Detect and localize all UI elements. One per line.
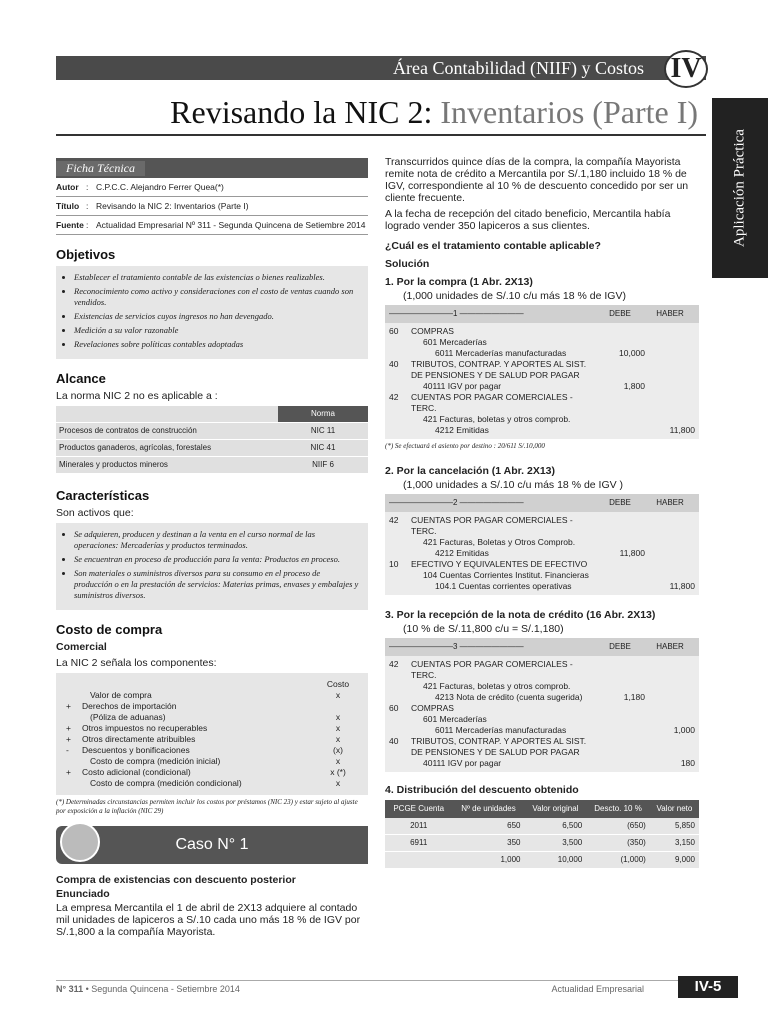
- account-code: [389, 537, 411, 548]
- debe-header: DEBE: [609, 642, 631, 651]
- haber-value: [645, 692, 695, 703]
- costo-row: [66, 745, 358, 756]
- account-text: 421 Facturas, boletas y otros comprob.: [423, 681, 571, 691]
- dist-cell: 1,000: [452, 852, 524, 869]
- costo-value: x: [335, 756, 341, 766]
- footer-period: Segunda Quincena - Setiembre 2014: [91, 984, 240, 994]
- account-text: EFECTIVO Y EQUIVALENTES DE EFECTIVO: [411, 559, 588, 569]
- page-number: IV-5: [678, 976, 738, 998]
- costo-row: [66, 734, 358, 745]
- debe-value: [595, 570, 645, 581]
- dist-cell: (650): [586, 818, 650, 835]
- haber-value: [645, 703, 695, 714]
- journal-header: [385, 305, 699, 323]
- ficha-heading-label: Ficha Técnica: [56, 161, 145, 176]
- debe-value: [595, 758, 645, 769]
- costo-heading: Costo de compra: [56, 622, 163, 637]
- debe-value: [595, 359, 645, 381]
- ficha-heading: [56, 158, 368, 178]
- paragraph-2: A la fecha de recepción del citado beneficio, Mercantila había logrado vender 350 lapiceros a sus clientes.: [385, 208, 671, 232]
- journal-line: [389, 537, 695, 548]
- haber-value: 1,000: [673, 725, 695, 735]
- costo-label: Valor de compra: [90, 690, 152, 700]
- debe-value: [595, 392, 645, 414]
- costo-sign: [66, 756, 82, 767]
- costo-value: x: [335, 723, 341, 733]
- alcance-item: Productos ganaderos, agrícolas, forestales: [56, 440, 278, 457]
- haber-value: [645, 392, 695, 414]
- paragraph-1: Transcurridos quince días de la compra, la compañía Mayorista remite nota de crédito a Mercantila por S/.1,180 incluido 18 % de IGV, correspondiente al 10 % de descuento concedido por ser un cliente frecuente.: [385, 156, 689, 204]
- dist-cell: (350): [586, 835, 650, 852]
- chapter-badge: IV: [664, 50, 708, 88]
- title-rule: [56, 134, 706, 136]
- debe-value: [595, 425, 645, 436]
- area-title: Área Contabilidad (NIIF) y Costos: [393, 58, 644, 78]
- costo-row: [66, 690, 358, 701]
- haber-value: [645, 559, 695, 570]
- haber-value: 11,800: [669, 581, 695, 591]
- haber-value: [645, 359, 695, 381]
- haber-value: [645, 736, 695, 758]
- dist-cell: 6911: [385, 835, 452, 852]
- alcance-row: [56, 423, 368, 440]
- account-code: [389, 570, 411, 581]
- journal-line: [389, 559, 695, 570]
- haber-value: [645, 348, 695, 359]
- costo-col-header: Costo: [326, 679, 350, 689]
- debe-value: [595, 337, 645, 348]
- account-text: 421 Facturas, boletas y otros comprob.: [423, 414, 571, 424]
- journal-sections: [385, 276, 699, 772]
- journal-header: [385, 494, 699, 512]
- journal-line: [389, 725, 695, 736]
- objetivos-list: [56, 266, 368, 359]
- journal-table: [385, 305, 699, 439]
- haber-header: HABER: [656, 642, 684, 651]
- account-text: 6011 Mercaderías manufacturadas: [435, 348, 567, 358]
- ficha-row: [56, 216, 368, 235]
- account-text: 40111 IGV por pagar: [423, 758, 502, 768]
- costo-sign: +: [66, 767, 71, 777]
- ficha-colon: :: [86, 201, 89, 211]
- title-sub: Inventarios (Parte I): [440, 94, 698, 130]
- footer: N° 311 • Segunda Quincena - Setiembre 2014 Actualidad Empresarial: [56, 980, 706, 996]
- debe-value: [595, 725, 645, 736]
- costo-sign: [66, 712, 82, 723]
- costo-subheading: Comercial: [56, 641, 107, 653]
- journal-line: [389, 736, 695, 758]
- objetivos-heading: Objetivos: [56, 247, 116, 262]
- account-code: [389, 758, 411, 769]
- account-code: 42: [389, 392, 399, 402]
- journal-line: [389, 758, 695, 769]
- entry-marker: ————————1 ————————: [389, 309, 524, 318]
- costo-value: x: [335, 778, 341, 788]
- side-tab: [712, 98, 768, 278]
- costo-sign: +: [66, 734, 71, 744]
- costo-row: [66, 712, 358, 723]
- alcance-norma: NIIF 6: [278, 457, 368, 474]
- caracteristicas-text: Son activos que:: [56, 507, 134, 519]
- debe-value: [595, 736, 645, 758]
- solucion-label: Solución: [385, 258, 430, 270]
- footer-issue: N° 311: [56, 984, 84, 994]
- account-code: [389, 681, 411, 692]
- journal-section: [385, 609, 699, 772]
- ficha-row: [56, 178, 368, 197]
- account-code: 60: [389, 703, 399, 713]
- debe-value: 11,800: [619, 548, 645, 558]
- haber-value: [645, 570, 695, 581]
- caracteristica-item: • Se adquieren, producen y destinan a la venta en el curso normal de las operaciones: Mercaderías y productos terminados.: [74, 529, 360, 551]
- caso-image: [60, 822, 100, 862]
- section-title: 1. Por la compra (1 Abr. 2X13): [385, 276, 533, 288]
- debe-value: 1,800: [623, 381, 645, 391]
- costo-row: [66, 756, 358, 767]
- dist-cell: 10,000: [525, 852, 587, 869]
- entry-marker: ————————2 ————————: [389, 498, 524, 507]
- dist-table: [385, 800, 699, 869]
- right-column: [385, 156, 699, 869]
- haber-header: HABER: [656, 309, 684, 318]
- account-code: [389, 414, 411, 425]
- costo-label: Costo de compra (medición condicional): [90, 778, 242, 788]
- costo-row: [66, 723, 358, 734]
- account-text: 4213 Nota de crédito (cuenta sugerida): [435, 692, 583, 702]
- debe-value: 10,000: [619, 348, 645, 358]
- dist-cell: [385, 852, 452, 869]
- objetivo-item: • Revelaciones sobre políticas contables adoptadas: [74, 339, 360, 350]
- section-subtitle: (1,000 unidades de S/.10 c/u más 18 % de IGV): [403, 290, 626, 302]
- caso-enunciado: Enunciado: [56, 888, 110, 900]
- debe-value: [595, 703, 645, 714]
- haber-value: [645, 659, 695, 681]
- dist-header: Descto. 10 %: [586, 800, 650, 818]
- journal-line: [389, 515, 695, 537]
- account-code: 40: [389, 736, 399, 746]
- dist-row: [385, 818, 699, 835]
- account-text: 40111 IGV por pagar: [423, 381, 502, 391]
- journal-line: [389, 425, 695, 436]
- account-code: 40: [389, 359, 399, 369]
- debe-value: [595, 414, 645, 425]
- haber-value: 11,800: [669, 425, 695, 435]
- journal-line: [389, 326, 695, 337]
- debe-header: DEBE: [609, 498, 631, 507]
- haber-value: [645, 381, 695, 392]
- costo-label: Derechos de importación: [82, 701, 177, 711]
- entry-marker: ————————3 ————————: [389, 642, 524, 651]
- alcance-item: Minerales y productos mineros: [56, 457, 278, 474]
- objetivo-item: • Reconocimiento como activo y consideraciones con el costo de ventas cuando son vendidos.: [74, 286, 360, 308]
- debe-value: 1,180: [623, 692, 645, 702]
- dist-header: Nº de unidades: [452, 800, 524, 818]
- ficha-key: Fuente: [56, 220, 84, 230]
- caso-label: Caso N° 1: [175, 836, 249, 853]
- journal-line: [389, 714, 695, 725]
- ficha-key: Autor: [56, 182, 79, 192]
- journal-line: [389, 337, 695, 348]
- alcance-item: Procesos de contratos de construcción: [56, 423, 278, 440]
- objetivo-item: • Medición a su valor razonable: [74, 325, 360, 336]
- costo-label: Costo adicional (condicional): [82, 767, 191, 777]
- left-column: [56, 158, 368, 938]
- account-text: TRIBUTOS, CONTRAP. Y APORTES AL SIST. DE PENSIONES Y DE SALUD POR PAGAR: [411, 359, 587, 380]
- costo-value: [318, 701, 358, 712]
- costo-value: x: [335, 690, 341, 700]
- dist-cell: 350: [452, 835, 524, 852]
- ficha-row: [56, 197, 368, 216]
- journal-line: [389, 581, 695, 592]
- dist-cell: 3,500: [525, 835, 587, 852]
- costo-label: Otros directamente atribuibles: [82, 734, 196, 744]
- journal-line: [389, 681, 695, 692]
- debe-value: [595, 515, 645, 537]
- dist-header: Valor original: [525, 800, 587, 818]
- journal-line: [389, 703, 695, 714]
- title-main: Revisando la NIC 2:: [170, 94, 433, 130]
- ficha-colon: :: [86, 220, 89, 230]
- account-text: 601 Mercaderías: [423, 714, 487, 724]
- journal-line: [389, 381, 695, 392]
- account-code: [389, 692, 411, 703]
- caso-banner: [56, 826, 368, 864]
- costo-table: [56, 673, 368, 795]
- account-code: [389, 337, 411, 348]
- account-code: [389, 381, 411, 392]
- journal-note: (*) Se efectuará el asiento por destino : 20/611 S/.10,000: [385, 442, 545, 450]
- side-tab-label: Aplicación Práctica: [731, 129, 748, 247]
- dist-cell: 2011: [385, 818, 452, 835]
- journal-line: [389, 659, 695, 681]
- costo-row: [66, 767, 358, 778]
- caso-text: La empresa Mercantila el 1 de abril de 2X13 adquiere al contado mil unidades de lapiceros a S/.10 cada uno más 18 % de IGV por S/.1,800 a la compañía Mayorista.: [56, 902, 361, 938]
- journal-line: [389, 392, 695, 414]
- haber-value: 180: [680, 758, 695, 768]
- haber-value: [645, 548, 695, 559]
- debe-value: [595, 537, 645, 548]
- dist-header: Valor neto: [650, 800, 699, 818]
- article-title: [56, 94, 698, 131]
- caracteristicas-list: [56, 523, 368, 610]
- section-subtitle: (10 % de S/.11,800 c/u = S/.1,180): [403, 623, 564, 635]
- section-title: 3. Por la recepción de la nota de crédito (16 Abr. 2X13): [385, 609, 656, 621]
- journal-body: [385, 512, 699, 595]
- dist-title: 4. Distribución del descuento obtenido: [385, 784, 579, 796]
- account-text: 421 Facturas, Boletas y Otros Comprob.: [423, 537, 576, 547]
- alcance-heading: Alcance: [56, 371, 106, 386]
- caracteristicas-heading: Características: [56, 488, 150, 503]
- dist-cell: 9,000: [650, 852, 699, 869]
- journal-table: [385, 638, 699, 772]
- caracteristica-item: • Son materiales o suministros diversos para su consumo en el proceso de producción o en la prestación de servicios: Materias primas, envases y embalajes y suministros diversos.: [74, 568, 360, 601]
- account-code: 42: [389, 515, 399, 525]
- account-text: 4212 Emitidas: [435, 548, 489, 558]
- question: ¿Cuál es el tratamiento contable aplicable?: [385, 240, 601, 252]
- account-text: COMPRAS: [411, 703, 454, 713]
- haber-value: [645, 537, 695, 548]
- journal-line: [389, 348, 695, 359]
- caso-title: Compra de existencias con descuento posterior: [56, 874, 296, 886]
- debe-header: DEBE: [609, 309, 631, 318]
- journal-body: [385, 323, 699, 439]
- account-code: [389, 725, 411, 736]
- journal-line: [389, 359, 695, 381]
- dist-cell: (1,000): [586, 852, 650, 869]
- costo-label: (Póliza de aduanas): [90, 712, 166, 722]
- costo-label: Otros impuestos no recuperables: [82, 723, 208, 733]
- costo-label: Costo de compra (medición inicial): [90, 756, 221, 766]
- debe-value: [595, 559, 645, 570]
- account-code: [389, 425, 411, 436]
- account-text: 4212 Emitidas: [435, 425, 489, 435]
- journal-section: [385, 276, 699, 451]
- ficha-value: Actualidad Empresarial Nº 311 - Segunda Quincena de Setiembre 2014: [96, 220, 366, 230]
- journal-header: [385, 638, 699, 656]
- dist-row: [385, 835, 699, 852]
- costo-value: x: [335, 712, 341, 722]
- account-text: 601 Mercaderías: [423, 337, 487, 347]
- costo-sign: [66, 778, 82, 789]
- debe-value: [595, 326, 645, 337]
- costo-sign: [66, 690, 82, 701]
- account-code: 60: [389, 326, 399, 336]
- haber-value: [645, 714, 695, 725]
- costo-note: (*) Determinadas circunstancias permiten incluir los costos por préstamos (NIC 23) y estar sujeto al ajuste por exposición a la inflación (NIC 29): [56, 798, 358, 815]
- journal-line: [389, 548, 695, 559]
- ficha-colon: :: [86, 182, 89, 192]
- section-subtitle: (1,000 unidades a S/.10 c/u más 18 % de IGV ): [403, 479, 624, 491]
- journal-line: [389, 570, 695, 581]
- alcance-row: [56, 457, 368, 474]
- costo-row: [66, 778, 358, 789]
- debe-value: [595, 581, 645, 592]
- ficha-value: Revisando la NIC 2: Inventarios (Parte I): [96, 201, 249, 211]
- dist-cell: 650: [452, 818, 524, 835]
- journal-line: [389, 414, 695, 425]
- debe-value: [595, 714, 645, 725]
- account-text: COMPRAS: [411, 326, 454, 336]
- ficha-key: Título: [56, 201, 80, 211]
- costo-row: [66, 701, 358, 712]
- dist-cell: 3,150: [650, 835, 699, 852]
- section-title: 2. Por la cancelación (1 Abr. 2X13): [385, 465, 556, 477]
- account-text: CUENTAS POR PAGAR COMERCIALES - TERC.: [411, 515, 573, 536]
- account-text: 104.1 Cuentas corrientes operativas: [435, 581, 572, 591]
- alcance-norma: NIC 11: [278, 423, 368, 440]
- haber-value: [645, 681, 695, 692]
- costo-sign: -: [66, 745, 69, 755]
- costo-sign: +: [66, 701, 71, 711]
- alcance-table: [56, 406, 368, 474]
- costo-sign: +: [66, 723, 71, 733]
- journal-table: [385, 494, 699, 595]
- dist-cell: 6,500: [525, 818, 587, 835]
- account-code: [389, 348, 411, 359]
- costo-label: Descuentos y bonificaciones: [82, 745, 190, 755]
- objetivo-item: • Existencias de servicios cuyos ingresos no han devengado.: [74, 311, 360, 322]
- account-code: [389, 548, 411, 559]
- haber-value: [645, 326, 695, 337]
- dist-header: PCGE Cuenta: [385, 800, 452, 818]
- journal-line: [389, 692, 695, 703]
- costo-text: La NIC 2 señala los componentes:: [56, 657, 217, 669]
- alcance-row: [56, 440, 368, 457]
- ficha-value: C.P.C.C. Alejandro Ferrer Quea(*): [96, 182, 224, 192]
- costo-value: x: [335, 734, 341, 744]
- account-text: TRIBUTOS, CONTRAP. Y APORTES AL SIST. DE PENSIONES Y DE SALUD POR PAGAR: [411, 736, 587, 757]
- dist-row: [385, 852, 699, 869]
- dist-cell: 5,850: [650, 818, 699, 835]
- costo-value: (x): [333, 745, 343, 755]
- account-text: CUENTAS POR PAGAR COMERCIALES - TERC.: [411, 392, 573, 413]
- haber-value: [645, 515, 695, 537]
- account-code: 10: [389, 559, 399, 569]
- haber-header: HABER: [656, 498, 684, 507]
- account-code: 42: [389, 659, 399, 669]
- alcance-text: La norma NIC 2 no es aplicable a :: [56, 390, 218, 402]
- haber-value: [645, 414, 695, 425]
- haber-value: [645, 337, 695, 348]
- debe-value: [595, 681, 645, 692]
- account-code: [389, 581, 411, 592]
- account-code: [389, 714, 411, 725]
- debe-value: [595, 659, 645, 681]
- journal-section: [385, 465, 699, 595]
- journal-body: [385, 656, 699, 772]
- footer-publication: Actualidad Empresarial: [551, 984, 644, 994]
- objetivo-item: • Establecer el tratamiento contable de las existencias o bienes realizables.: [74, 272, 360, 283]
- alcance-norma: NIC 41: [278, 440, 368, 457]
- ficha-rows: [56, 178, 368, 235]
- costo-value: x (*): [330, 767, 346, 777]
- caracteristica-item: • Se encuentran en proceso de producción para la venta: Productos en proceso.: [74, 554, 360, 565]
- account-text: 6011 Mercaderías manufacturadas: [435, 725, 567, 735]
- norma-header: Norma: [278, 406, 368, 423]
- account-text: CUENTAS POR PAGAR COMERCIALES - TERC.: [411, 659, 573, 680]
- account-text: 104 Cuentas Corrientes Institut. Financieras: [423, 570, 589, 580]
- section-header-bar: [56, 56, 706, 80]
